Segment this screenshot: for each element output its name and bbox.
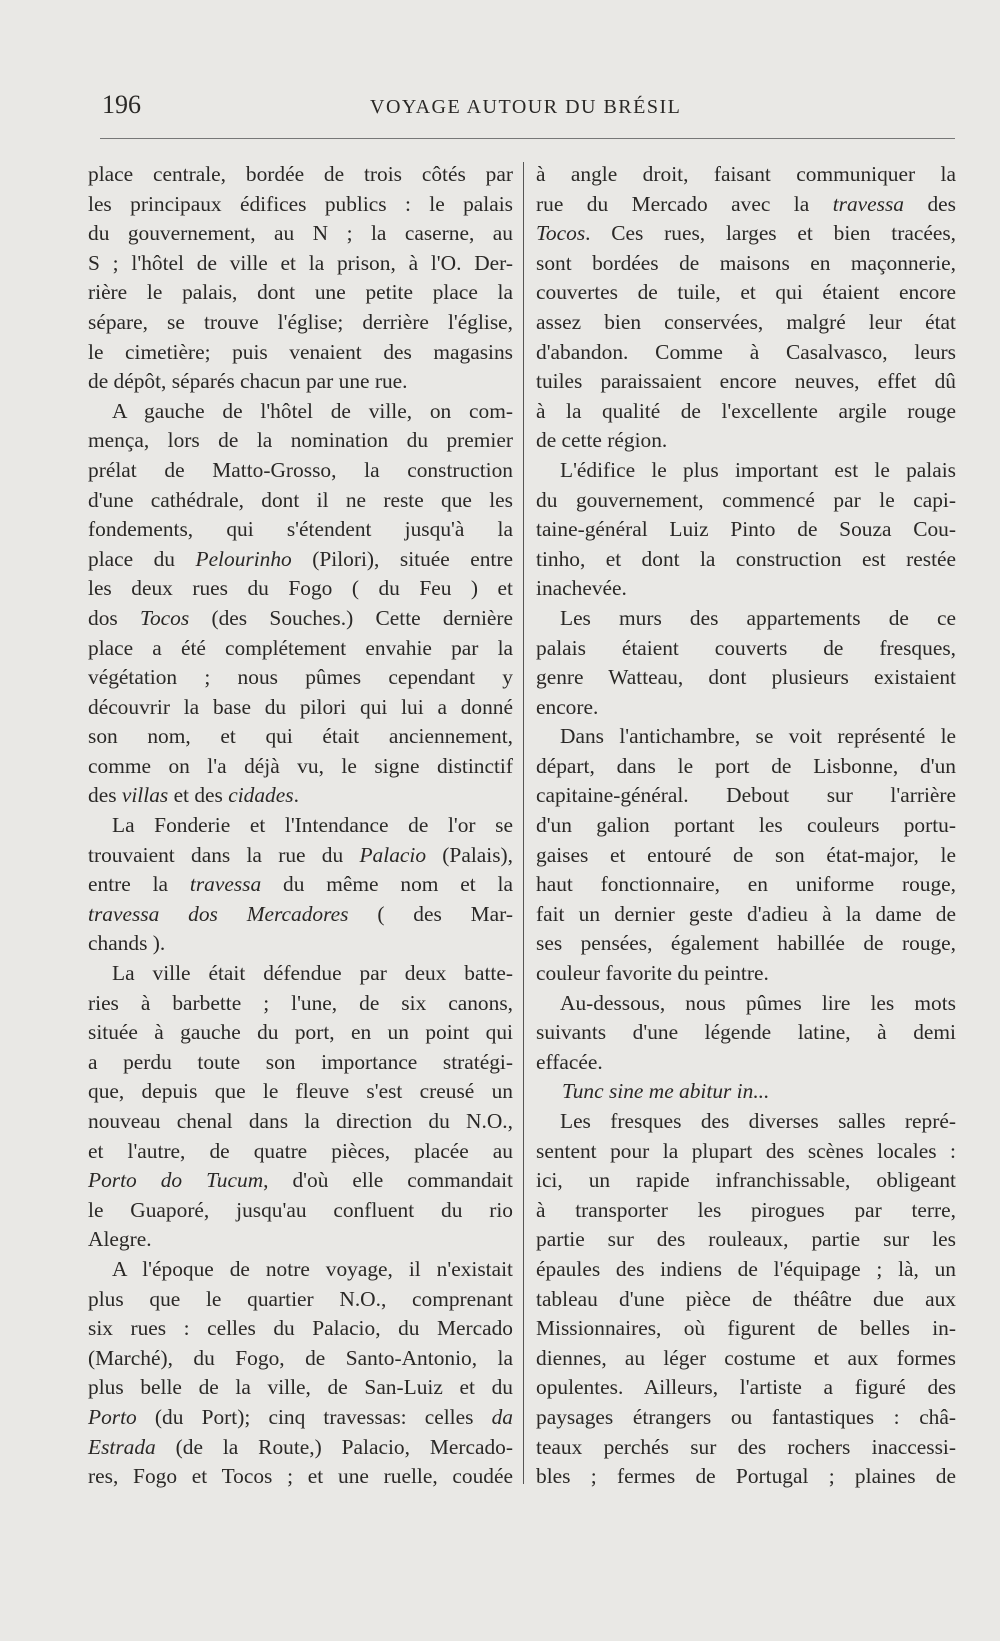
text-line: d'abandon. Comme à Casalvasco, leurs bbox=[536, 339, 956, 364]
text-segment: . Ces rues, larges et bien tracées, bbox=[585, 221, 956, 246]
text-line: Les murs des appartements de ce bbox=[560, 605, 956, 630]
text-segment: du même nom et la bbox=[261, 872, 513, 897]
text-line: ses pensées, également habillée de rouge, bbox=[536, 931, 956, 956]
text-segment: ( des Mar- bbox=[348, 901, 513, 926]
text-line: inachevée. bbox=[536, 576, 627, 601]
column-divider bbox=[523, 162, 524, 1484]
text-line: épaules des indiens de l'équipage ; là, un bbox=[536, 1256, 956, 1281]
text-line: Les fresques des diverses salles repré- bbox=[560, 1109, 956, 1133]
text-segment: des bbox=[904, 191, 956, 216]
text-line: place a été complétement envahie par la bbox=[88, 635, 513, 660]
italic-term: Tocos bbox=[140, 605, 190, 630]
page-header bbox=[100, 90, 950, 130]
text-line: ici, un rapide infranchissable, obligeant bbox=[536, 1168, 956, 1193]
text-line bbox=[88, 1433, 513, 1463]
text-line: située à gauche du port, en un point qui bbox=[88, 1020, 513, 1045]
text-line: plus que le quartier N.O., comprenant bbox=[88, 1286, 513, 1311]
italic-term: Pelourinho bbox=[195, 546, 292, 571]
text-segment: rue du Mercado avec la bbox=[536, 191, 833, 216]
text-line: S ; l'hôtel de ville et la prison, à l'O. Der- bbox=[88, 250, 513, 275]
text-line: Tunc sine me abitur in... bbox=[562, 1079, 770, 1104]
text-line: du gouvernement, au N ; la caserne, au bbox=[88, 221, 513, 246]
text-segment: (Palais), bbox=[426, 842, 514, 867]
running-title: VOYAGE AUTOUR DU BRÉSIL bbox=[370, 96, 682, 118]
text-line: partie sur des rouleaux, partie sur les bbox=[536, 1227, 956, 1252]
text-line bbox=[536, 219, 956, 249]
text-line: capitaine-général. Debout sur l'arrière bbox=[536, 783, 956, 808]
text-line: tinho, et dont la construction est restée bbox=[536, 546, 956, 571]
text-line: départ, dans le port de Lisbonne, d'un bbox=[536, 753, 956, 778]
text-line: couvertes de tuile, et qui étaient encore bbox=[536, 280, 956, 305]
text-line: le Guaporé, jusqu'au confluent du rio bbox=[88, 1197, 513, 1222]
text-line: genre Watteau, dont plusieurs existaient bbox=[536, 665, 956, 690]
text-line: à transporter les pirogues par terre, bbox=[536, 1197, 956, 1222]
italic-term: travessa bbox=[189, 872, 262, 897]
text-line: d'un galion portant les couleurs portu- bbox=[536, 813, 956, 838]
page-number: 196 bbox=[102, 90, 141, 119]
text-line: découvrir la base du pilori qui lui a donné bbox=[88, 694, 513, 719]
text-line bbox=[88, 545, 513, 575]
text-segment: et des bbox=[168, 783, 229, 808]
text-line: a perdu toute son importance stratégi- bbox=[88, 1049, 513, 1074]
text-line bbox=[88, 1166, 513, 1196]
text-line: diennes, au léger costume et aux formes bbox=[536, 1345, 956, 1370]
text-line: comme on l'a déjà vu, le signe distinctif bbox=[88, 753, 513, 778]
italic-term: da bbox=[491, 1404, 513, 1429]
text-segment: place du bbox=[88, 546, 196, 571]
text-line: La Fonderie et l'Intendance de l'or se bbox=[112, 813, 513, 838]
text-segment: (de la Route,) Palacio, Mercado- bbox=[155, 1434, 513, 1459]
text-line: de dépôt, séparés chacun par une rue. bbox=[88, 369, 408, 394]
text-line: plus belle de la ville, de San-Luiz et du bbox=[88, 1375, 513, 1400]
text-line: place centrale, bordée de trois côtés par bbox=[88, 162, 513, 186]
italic-term: Porto do Tucum bbox=[88, 1168, 264, 1193]
text-line: Missionnaires, où figurent de belles in- bbox=[536, 1316, 956, 1341]
text-line: les deux rues du Fogo ( du Feu ) et bbox=[88, 576, 513, 601]
header-rule bbox=[100, 138, 955, 139]
text-line: mença, lors de la nomination du premier bbox=[88, 428, 513, 453]
text-line: et l'autre, de quatre pièces, placée au bbox=[88, 1138, 513, 1163]
text-line: paysages étrangers ou fantastiques : châ- bbox=[536, 1404, 956, 1429]
text-line: palais étaient couverts de fresques, bbox=[536, 635, 956, 660]
text-line: encore. bbox=[536, 694, 599, 719]
text-line bbox=[88, 841, 513, 871]
text-line: A gauche de l'hôtel de ville, on com- bbox=[112, 398, 513, 423]
text-line: A l'époque de notre voyage, il n'existait bbox=[112, 1256, 513, 1281]
text-line: sépare, se trouve l'église; derrière l'église, bbox=[88, 309, 513, 334]
text-line: de cette région. bbox=[536, 428, 668, 453]
text-line: couleur favorite du peintre. bbox=[536, 961, 769, 986]
text-segment: (des Souches.) Cette dernière bbox=[189, 605, 513, 630]
italic-term: cidades bbox=[228, 783, 294, 808]
text-line: fondements, qui s'étendent jusqu'à la bbox=[88, 517, 513, 542]
text-segment: entre la bbox=[88, 872, 190, 897]
text-line: teaux perchés sur des rochers inaccessi- bbox=[536, 1434, 956, 1459]
text-line: La ville était défendue par deux batte- bbox=[112, 961, 513, 986]
text-line: sentent pour la plupart des scènes locales : bbox=[536, 1138, 956, 1163]
text-line bbox=[88, 870, 513, 900]
text-line: (Marché), du Fogo, de Santo-Antonio, la bbox=[88, 1345, 513, 1370]
text-line: Dans l'antichambre, se voit représenté le bbox=[560, 724, 956, 749]
text-line: assez bien conservées, malgré leur état bbox=[536, 309, 956, 334]
text-line: six rues : celles du Palacio, du Mercado bbox=[88, 1316, 513, 1341]
text-line: taine-général Luiz Pinto de Souza Cou- bbox=[536, 517, 956, 542]
right-column bbox=[536, 160, 956, 1492]
text-line bbox=[536, 190, 956, 220]
italic-term: Estrada bbox=[88, 1434, 156, 1459]
text-line: sont bordées de maisons en maçonnerie, bbox=[536, 250, 956, 275]
text-line: opulentes. Ailleurs, l'artiste a figuré des bbox=[536, 1375, 956, 1400]
text-line: suivants d'une légende latine, à demi bbox=[536, 1020, 956, 1045]
text-segment: des bbox=[88, 783, 122, 808]
text-line: bles ; fermes de Portugal ; plaines de bbox=[536, 1464, 956, 1489]
text-line bbox=[88, 1403, 513, 1433]
text-line bbox=[88, 781, 513, 811]
text-line: gaises et entouré de son état-major, le bbox=[536, 842, 956, 867]
text-line: Au-dessous, nous pûmes lire les mots bbox=[560, 990, 956, 1015]
text-line: le cimetière; puis venaient des magasins bbox=[88, 339, 513, 364]
text-line: haut fonctionnaire, en uniforme rouge, bbox=[536, 872, 956, 897]
text-line: chands ). bbox=[88, 931, 166, 956]
text-line bbox=[88, 604, 513, 634]
text-line: du gouvernement, commencé par le capi- bbox=[536, 487, 956, 512]
text-segment: . bbox=[293, 783, 299, 808]
text-segment: (du Port); cinq travessas: celles bbox=[136, 1404, 492, 1429]
text-line: effacée. bbox=[536, 1049, 603, 1074]
text-line: à angle droit, faisant communiquer la bbox=[536, 162, 956, 186]
text-line: végétation ; nous pûmes cependant y bbox=[88, 665, 513, 690]
text-line: prélat de Matto-Grosso, la construction bbox=[88, 457, 513, 482]
text-line: que, depuis que le fleuve s'est creusé un bbox=[88, 1079, 513, 1104]
text-line: les principaux édifices publics : le palais bbox=[88, 191, 513, 216]
text-segment: (Pilori), située entre bbox=[291, 546, 513, 571]
text-line: ries à barbette ; l'une, de six canons, bbox=[88, 990, 513, 1015]
italic-term: travessa bbox=[832, 191, 904, 216]
text-line bbox=[88, 900, 513, 930]
text-segment: dos bbox=[88, 605, 141, 630]
left-column bbox=[88, 160, 513, 1492]
italic-term: travessa dos Mercadores bbox=[88, 901, 349, 926]
italic-term: Porto bbox=[88, 1404, 137, 1429]
italic-term: Tocos bbox=[536, 221, 586, 246]
italic-term: villas bbox=[121, 783, 169, 808]
text-segment: , d'où elle commandait bbox=[263, 1168, 513, 1193]
text-line: son nom, et qui était anciennement, bbox=[88, 724, 513, 749]
text-line: rière le palais, dont une petite place la bbox=[88, 280, 513, 305]
text-line: res, Fogo et Tocos ; et une ruelle, coudée bbox=[88, 1464, 513, 1489]
text-line: tuiles paraissaient encore neuves, effet dû bbox=[536, 369, 956, 394]
text-segment: trouvaient dans la rue du bbox=[88, 842, 360, 867]
text-line: nouveau chenal dans la direction du N.O., bbox=[88, 1109, 513, 1133]
text-line: L'édifice le plus important est le palais bbox=[560, 457, 956, 482]
italic-term: Palacio bbox=[359, 842, 427, 867]
text-line: fait un dernier geste d'adieu à la dame de bbox=[536, 901, 956, 926]
text-line: d'une cathédrale, dont il ne reste que les bbox=[88, 487, 513, 512]
text-line: à la qualité de l'excellente argile rouge bbox=[536, 398, 956, 423]
text-line: Alegre. bbox=[88, 1227, 152, 1252]
text-line: tableau d'une pièce de théâtre due aux bbox=[536, 1286, 956, 1311]
